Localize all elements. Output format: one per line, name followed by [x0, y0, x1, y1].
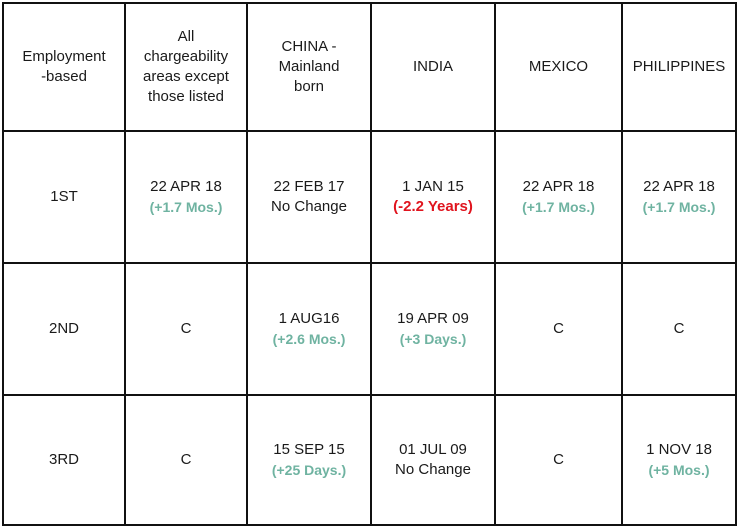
- change-retrogress: (-2.2 Years): [393, 198, 473, 215]
- cell-india: [371, 395, 495, 525]
- cell-china: [247, 131, 371, 263]
- change-advance: (+1.7 Mos.): [642, 199, 716, 215]
- cell-note: No Change: [271, 198, 347, 215]
- cell-date: 15 SEP 15: [273, 441, 345, 458]
- header-category: Employment -based: [3, 3, 125, 131]
- change-advance: (+5 Mos.): [648, 462, 710, 478]
- cell-date: C: [180, 451, 192, 468]
- cell-india: [371, 131, 495, 263]
- cell-date: 1 NOV 18: [646, 441, 712, 458]
- row-category: 1ST: [3, 131, 125, 263]
- change-advance: (+3 Days.): [399, 331, 467, 347]
- cell-date: 01 JUL 09: [399, 441, 467, 458]
- cell-all-areas: [125, 131, 247, 263]
- cell-date: 22 APR 18: [150, 178, 222, 195]
- cell-mexico: [495, 263, 622, 395]
- change-advance: (+25 Days.): [271, 462, 347, 478]
- cell-all-areas: [125, 395, 247, 525]
- cell-india: [371, 263, 495, 395]
- header-philippines: PHILIPPINES: [622, 3, 736, 131]
- cell-philippines: [622, 263, 736, 395]
- cell-china: [247, 263, 371, 395]
- cell-date: 1 JAN 15: [402, 178, 464, 195]
- cell-date: 22 FEB 17: [273, 178, 345, 195]
- change-advance: (+1.7 Mos.): [522, 199, 595, 215]
- header-row: [3, 3, 736, 131]
- row-category: 2ND: [3, 263, 125, 395]
- cell-date: C: [553, 451, 564, 468]
- cell-mexico: [495, 395, 622, 525]
- table-row: [3, 263, 736, 395]
- cell-date: 22 APR 18: [643, 178, 715, 195]
- cell-date: 1 AUG16: [278, 310, 340, 327]
- cell-mexico: [495, 131, 622, 263]
- cell-date: 19 APR 09: [397, 310, 469, 327]
- cell-date: C: [180, 320, 192, 337]
- cell-note: No Change: [395, 461, 471, 478]
- change-advance: (+1.7 Mos.): [149, 199, 223, 215]
- cell-date: C: [673, 320, 685, 337]
- change-advance: (+2.6 Mos.): [272, 331, 346, 347]
- cell-philippines: [622, 131, 736, 263]
- cell-date: 22 APR 18: [522, 178, 595, 195]
- cell-date: C: [553, 320, 564, 337]
- table-row: [3, 395, 736, 525]
- cell-china: [247, 395, 371, 525]
- header-all-areas: All chargeability areas except those listed: [125, 3, 247, 131]
- row-category: 3RD: [3, 395, 125, 525]
- table-row: [3, 131, 736, 263]
- cell-all-areas: [125, 263, 247, 395]
- header-mexico: MEXICO: [495, 3, 622, 131]
- cell-philippines: [622, 395, 736, 525]
- header-china: CHINA - Mainland born: [247, 3, 371, 131]
- header-india: INDIA: [371, 3, 495, 131]
- visa-bulletin-table: [2, 2, 737, 526]
